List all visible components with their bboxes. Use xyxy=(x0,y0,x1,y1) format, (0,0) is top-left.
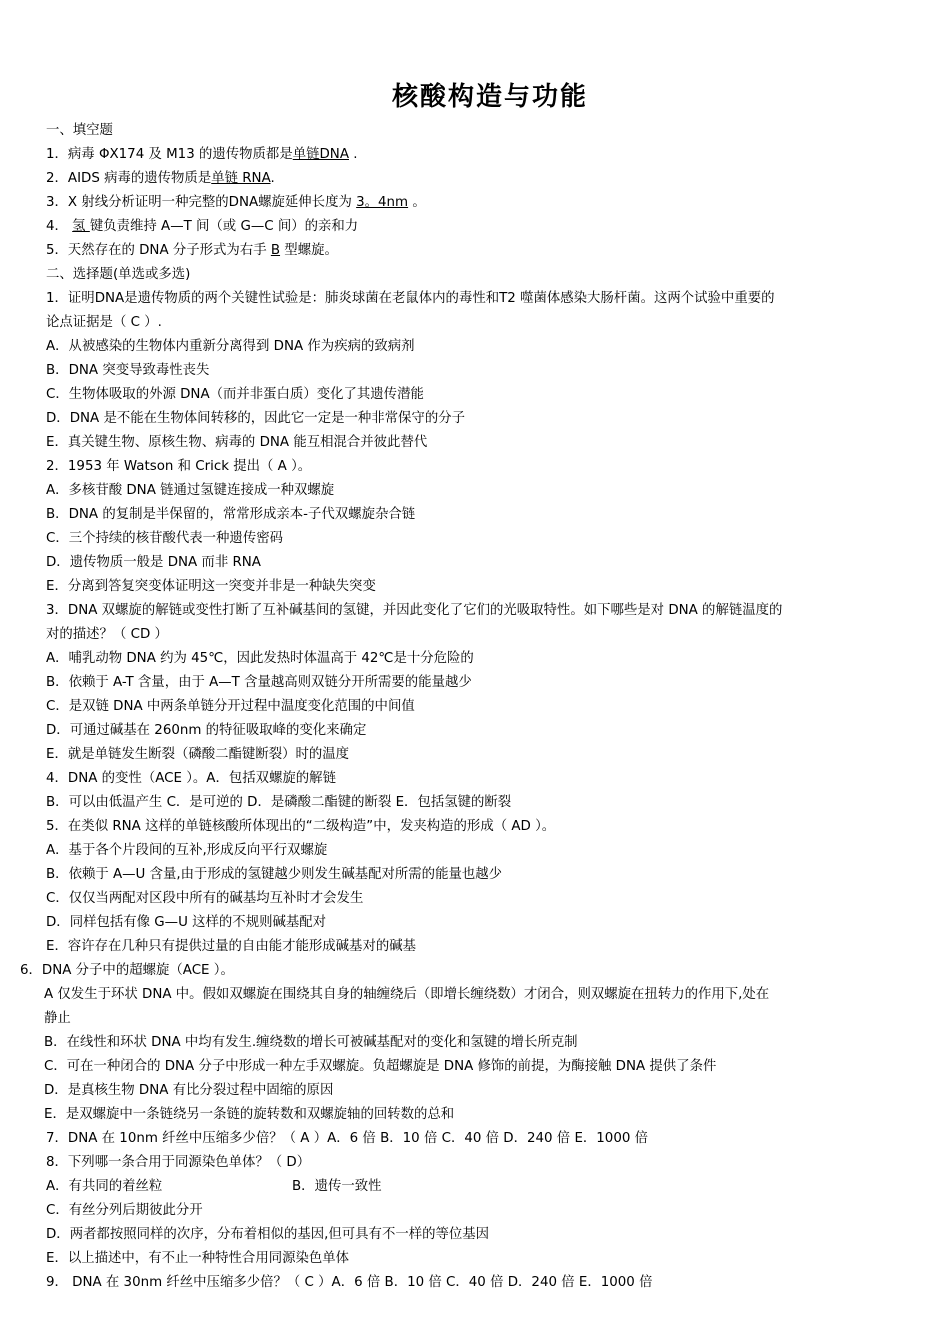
option-line: A．基于各个片段间的互补,形成反向平行双螺旋 xyxy=(46,843,328,858)
answer-blank: 氢 xyxy=(72,219,90,234)
text-segment: 1．病毒 ΦX174 及 M13 的遗传物质都是 xyxy=(46,147,293,162)
option-line: E．分离到答复突变体证明这一突变并非是一种缺失突变 xyxy=(46,579,376,594)
question-line: 4．DNA 的变性（ACE ）。A．包括双螺旋的解链 xyxy=(46,771,336,786)
text-segment: 3．X 射线分析证明一种完整的DNA螺旋延伸长度为 xyxy=(46,195,357,210)
option-line: D．可通过碱基在 260nm 的特征吸取峰的变化来确定 xyxy=(46,723,367,738)
text-segment: 。 xyxy=(408,195,426,210)
option-line: A 仅发生于环状 DNA 中。假如双螺旋在围绕其自身的轴缠绕后（即增长缠绕数）才闭合，则双螺旋在扭转力的作用下,处在 xyxy=(44,987,770,1002)
text-segment: 5．天然存在的 DNA 分子形式为右手 xyxy=(46,243,271,258)
option-line: A．哺乳动物 DNA 约为 45℃，因此发热时体温高于 42℃是十分危险的 xyxy=(46,651,474,666)
text-segment: . xyxy=(349,147,358,162)
option-line: E．以上描述中，有不止一种特性合用同源染色单体 xyxy=(46,1251,350,1266)
question-line: 9． DNA 在 30nm 纤丝中压缩多少倍？（ C ）A．6 倍 B．10 倍 C．40 倍 D．240 倍 E．1000 倍 xyxy=(46,1275,653,1290)
option-line: C．是双链 DNA 中两条单链分开过程中温度变化范围的中间值 xyxy=(46,699,415,714)
option-line: D．是真核生物 DNA 有比分裂过程中固缩的原因 xyxy=(44,1083,334,1098)
option-line: C．可在一种闭合的 DNA 分子中形成一种左手双螺旋。负超螺旋是 DNA 修饰的前提，为酶接触 DNA 提供了条件 xyxy=(44,1059,717,1074)
option-line: B．在线性和环状 DNA 中均有发生.缠绕数的增长可被碱基配对的变化和氢键的增长所克制 xyxy=(44,1035,578,1050)
option-line: C．仅仅当两配对区段中所有的碱基均互补时才会发生 xyxy=(46,891,364,906)
option-line: B．DNA 的复制是半保留的，常常形成亲本-子代双螺旋杂合链 xyxy=(46,507,416,522)
question-line: 5．在类似 RNA 这样的单链核酸所体现出的“二级构造”中，发夹构造的形成（ AD ）。 xyxy=(46,819,556,834)
option-line: D．遗传物质一般是 DNA 而非 RNA xyxy=(46,555,261,570)
question-line: 对的描述？（ CD ） xyxy=(46,627,168,642)
option-line: B．遗传一致性 xyxy=(292,1179,382,1194)
section-heading: 二、选择题(单选或多选) xyxy=(46,267,191,282)
answer-blank: 3。4nm xyxy=(356,195,409,210)
option-line: E．是双螺旋中一条链绕另一条链的旋转数和双螺旋轴的回转数的总和 xyxy=(44,1107,455,1122)
text-line: 一、填空题 xyxy=(46,123,113,138)
option-line: B．可以由低温产生 C．是可逆的 D．是磷酸二酯键的断裂 E．包括氢键的断裂 xyxy=(46,795,512,810)
option-line: A．有共同的着丝粒 xyxy=(46,1179,163,1194)
question-line: 2．1953 年 Watson 和 Crick 提出（ A ）。 xyxy=(46,459,312,474)
option-line: B．依赖于 A-T 含量，由于 A—T 含量越高则双链分开所需要的能量越少 xyxy=(46,675,472,690)
option-line: A．多核苷酸 DNA 链通过氢键连接成一种双螺旋 xyxy=(46,483,335,498)
option-line: A．从被感染的生物体内重新分离得到 DNA 作为疾病的致病剂 xyxy=(46,339,415,354)
option-line: D．两者都按照同样的次序，分布着相似的基因,但可具有不一样的等位基因 xyxy=(46,1227,490,1242)
text-segment: 键负责维持 A—T 间（或 G—C 间）的亲和力 xyxy=(89,219,359,234)
answer-blank: 单链 RNA xyxy=(211,171,271,186)
fill-blank-5 xyxy=(46,242,338,260)
text-segment: 4． xyxy=(46,219,73,234)
option-line: C．三个持续的核苷酸代表一种遗传密码 xyxy=(46,531,283,546)
question-line: 8．下列哪一条合用于同源染色单体？（ D） xyxy=(46,1155,311,1170)
page-title: 核酸构造与功能 xyxy=(391,82,588,112)
option-line: B．依赖于 A—U 含量,由于形成的氢键越少则发生碱基配对所需的能量也越少 xyxy=(46,867,503,882)
question-line: 论点证据是（ C ）. xyxy=(46,315,162,330)
question-line: 6．DNA 分子中的超螺旋（ACE ）。 xyxy=(20,963,234,978)
fill-blank-3 xyxy=(46,194,426,212)
option-line: E．真关键生物、原核生物、病毒的 DNA 能互相混合并彼此替代 xyxy=(46,435,428,450)
option-line: D．DNA 是不能在生物体间转移的，因此它一定是一种非常保守的分子 xyxy=(46,411,465,426)
answer-blank: B xyxy=(270,243,281,258)
option-line: E．容许存在几种只有提供过量的自由能才能形成碱基对的碱基 xyxy=(46,939,417,954)
text-segment: 2．AIDS 病毒的遗传物质是 xyxy=(46,171,212,186)
option-line: 静止 xyxy=(44,1011,71,1026)
text-segment: . xyxy=(270,171,275,186)
option-line: E．就是单链发生断裂（磷酸二酯键断裂）时的温度 xyxy=(46,747,350,762)
option-line: B．DNA 突变导致毒性丧失 xyxy=(46,363,210,378)
question-line: 3．DNA 双螺旋的解链或变性打断了互补碱基间的氢键，并因此变化了它们的光吸取特性。如下哪些是对 DNA 的解链温度的 xyxy=(46,603,783,618)
option-line: C．有丝分列后期彼此分开 xyxy=(46,1203,203,1218)
text-segment: 型螺旋。 xyxy=(280,243,338,258)
answer-blank: 单链DNA xyxy=(292,147,349,162)
fill-blank-2 xyxy=(46,170,275,188)
fill-blank-4 xyxy=(46,218,358,236)
question-line: 7．DNA 在 10nm 纤丝中压缩多少倍？（ A ）A．6 倍 B．10 倍 C．40 倍 D．240 倍 E．1000 倍 xyxy=(46,1131,649,1146)
fill-blank-1 xyxy=(46,146,358,164)
question-line: 1．证明DNA是遗传物质的两个关键性试验是：肺炎球菌在老鼠体内的毒性和T2 噬菌体感染大肠杆菌。这两个试验中重要的 xyxy=(46,291,775,306)
option-line: D．同样包括有像 G—U 这样的不规则碱基配对 xyxy=(46,915,327,930)
option-line: C．生物体吸取的外源 DNA（而并非蛋白质）变化了其遗传潜能 xyxy=(46,387,424,402)
